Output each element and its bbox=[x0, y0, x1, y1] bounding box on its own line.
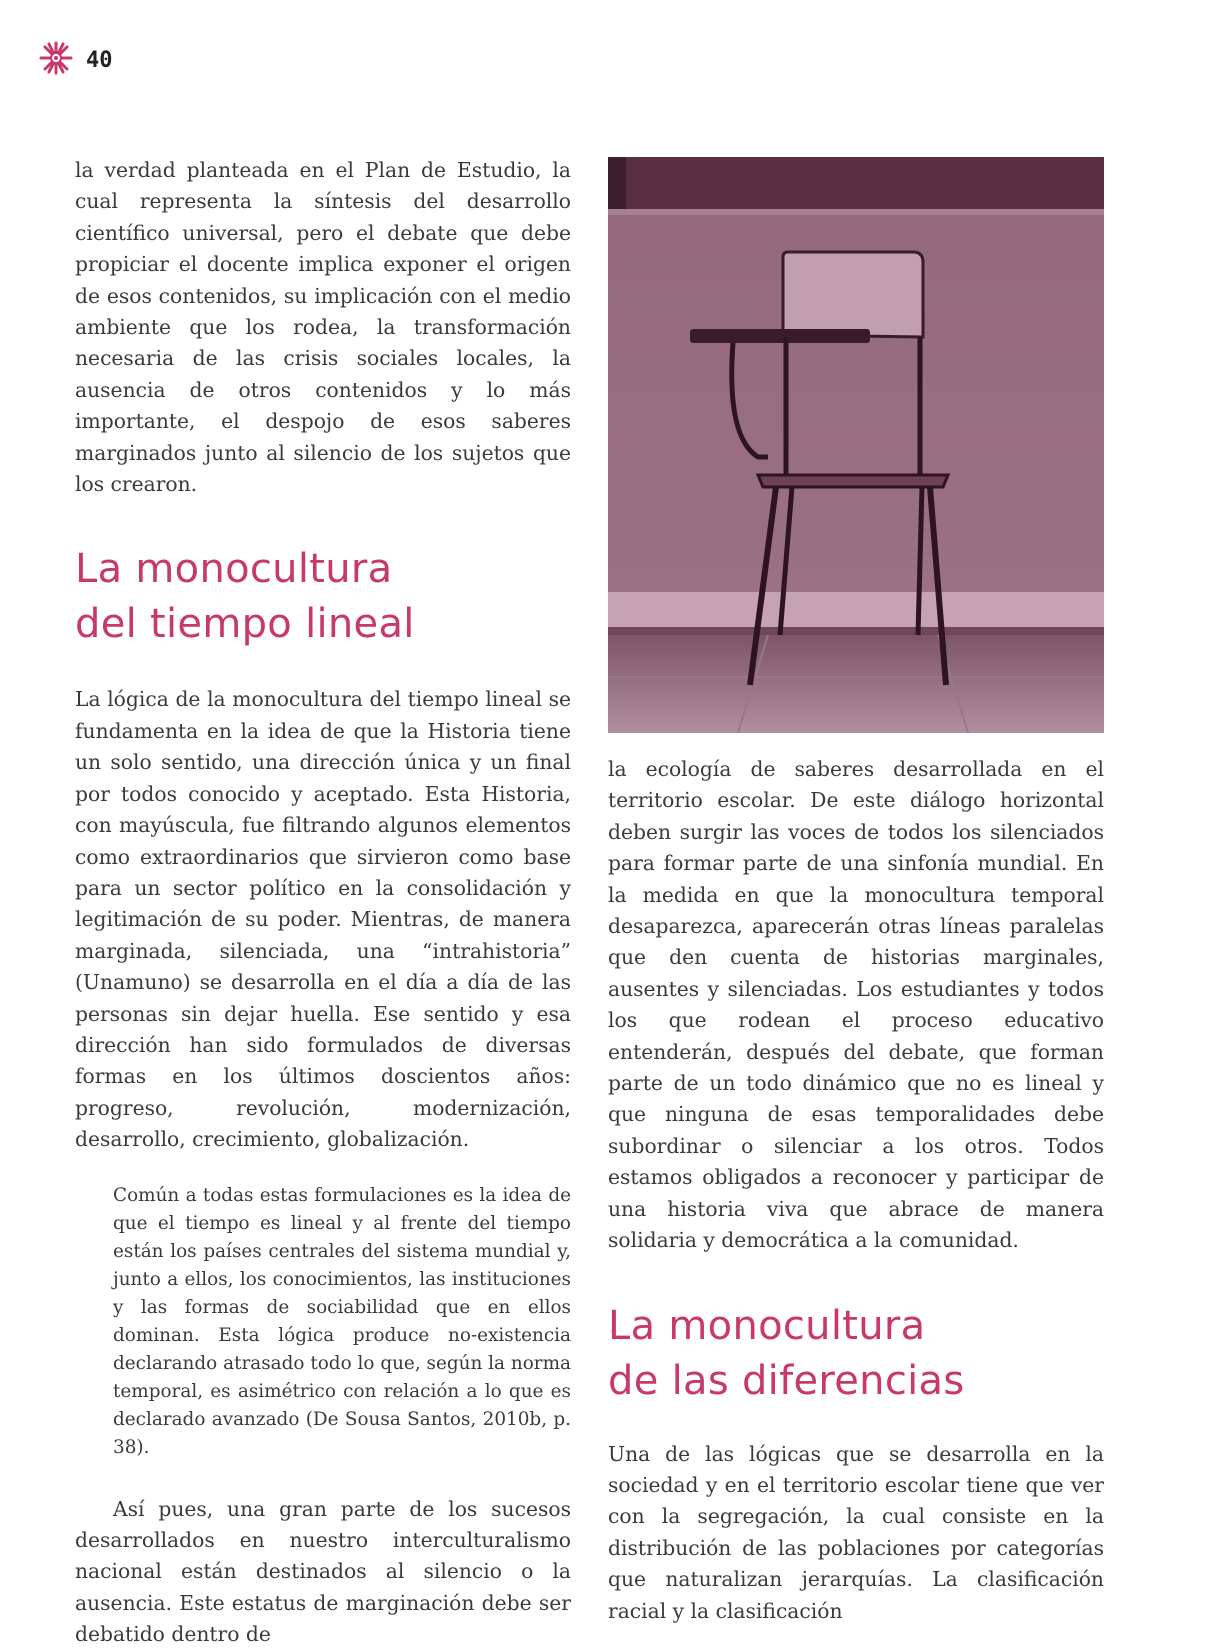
right-column bbox=[608, 754, 1104, 1627]
body-paragraph: la ecología de saberes desarrollada en el territorio escolar. De este diálogo horizontal deben surgir las voces de todos los silenciados para formar parte de una sinfonía mundial. En la medida en que la monocultura temporal desaparezca, aparecerán otras líneas paralelas que den cuenta de historias marginales, ausentes y silenciadas. Los estudiantes y todos los que rodean el proceso educativo entenderán, después del debate, que forman parte de un todo dinámico que no es lineal y que ninguna de esas temporalidades debe subordinar o silenciar a los otros. Todos estamos obligados a reconocer y participar de una historia viva que abrace de manera solidaria y democrática a la comunidad. bbox=[608, 757, 1104, 1253]
page-number: 40 bbox=[86, 47, 113, 73]
block-quote: Común a todas estas formulaciones es la idea de que el tiempo es lineal y al frente del tiempo están los países centrales del sistema mundial y, junto a ellos, los conocimientos, las instituciones y las formas de sociabilidad que en ellos dominan. Esta lógica produce no-existencia declarando atrasado todo lo que, según la norma temporal, es asimétrico con relación a lo que es declarado avanzado (De Sousa Santos, 2010b, p. 38). bbox=[113, 1184, 571, 1458]
flower-icon bbox=[38, 40, 74, 80]
heading-line: del tiempo lineal bbox=[75, 601, 415, 648]
body-paragraph: Así pues, una gran parte de los sucesos desarrollados en nuestro interculturalismo nacional están destinados al silencio o la ausencia. Este estatus de marginación debe ser debatido dentro de bbox=[75, 1496, 571, 1647]
body-paragraph: La lógica de la monocultura del tiempo lineal se fundamenta en la idea de que la Historia tiene un solo sentido, una dirección única y un final por todos conocido y aceptado. Esta Historia, con mayúscula, fue filtrando algunos elementos como extraordinarios que sirvieron como base para un sector político en la consolidación y legitimación de su poder. Mientras, de manera marginada, silenciada, una “intrahistoria” (Unamuno) se desarrolla en el día a día de las personas sin dejar huella. Ese sentido y esa dirección han sido formulados de diversas formas en los últimos doscientos años: progreso, revolución, modernización, desarrollo, crecimiento, globalización. bbox=[75, 687, 571, 1152]
heading-line: La monocultura bbox=[608, 1302, 926, 1349]
school-desk-chair-photo bbox=[608, 157, 1104, 733]
page-header bbox=[38, 40, 113, 80]
body-paragraph: la verdad planteada en el Plan de Estudio, la cual representa la síntesis del desarrollo científico universal, pero el debate que debe propiciar el docente implica exponer el origen de esos contenidos, su implicación con el medio ambiente que los rodea, la transformación necesaria de las crisis sociales locales, la ausencia de otros contenidos y lo más importante, el despojo de esos saberes marginados junto al silencio de los sujetos que los crearon. bbox=[75, 158, 571, 497]
left-column bbox=[75, 155, 571, 1651]
body-paragraph: Una de las lógicas que se desarrolla en la sociedad y en el territorio escolar tiene que ver con la segregación, la cual consiste en la distribución de las poblaciones por categorías que naturalizan jerarquías. La clasificación racial y la clasificación bbox=[608, 1441, 1104, 1623]
heading-line: La monocultura bbox=[75, 546, 393, 593]
section-heading bbox=[608, 1299, 1104, 1409]
heading-line: de las diferencias bbox=[608, 1357, 965, 1404]
section-heading bbox=[75, 542, 571, 652]
